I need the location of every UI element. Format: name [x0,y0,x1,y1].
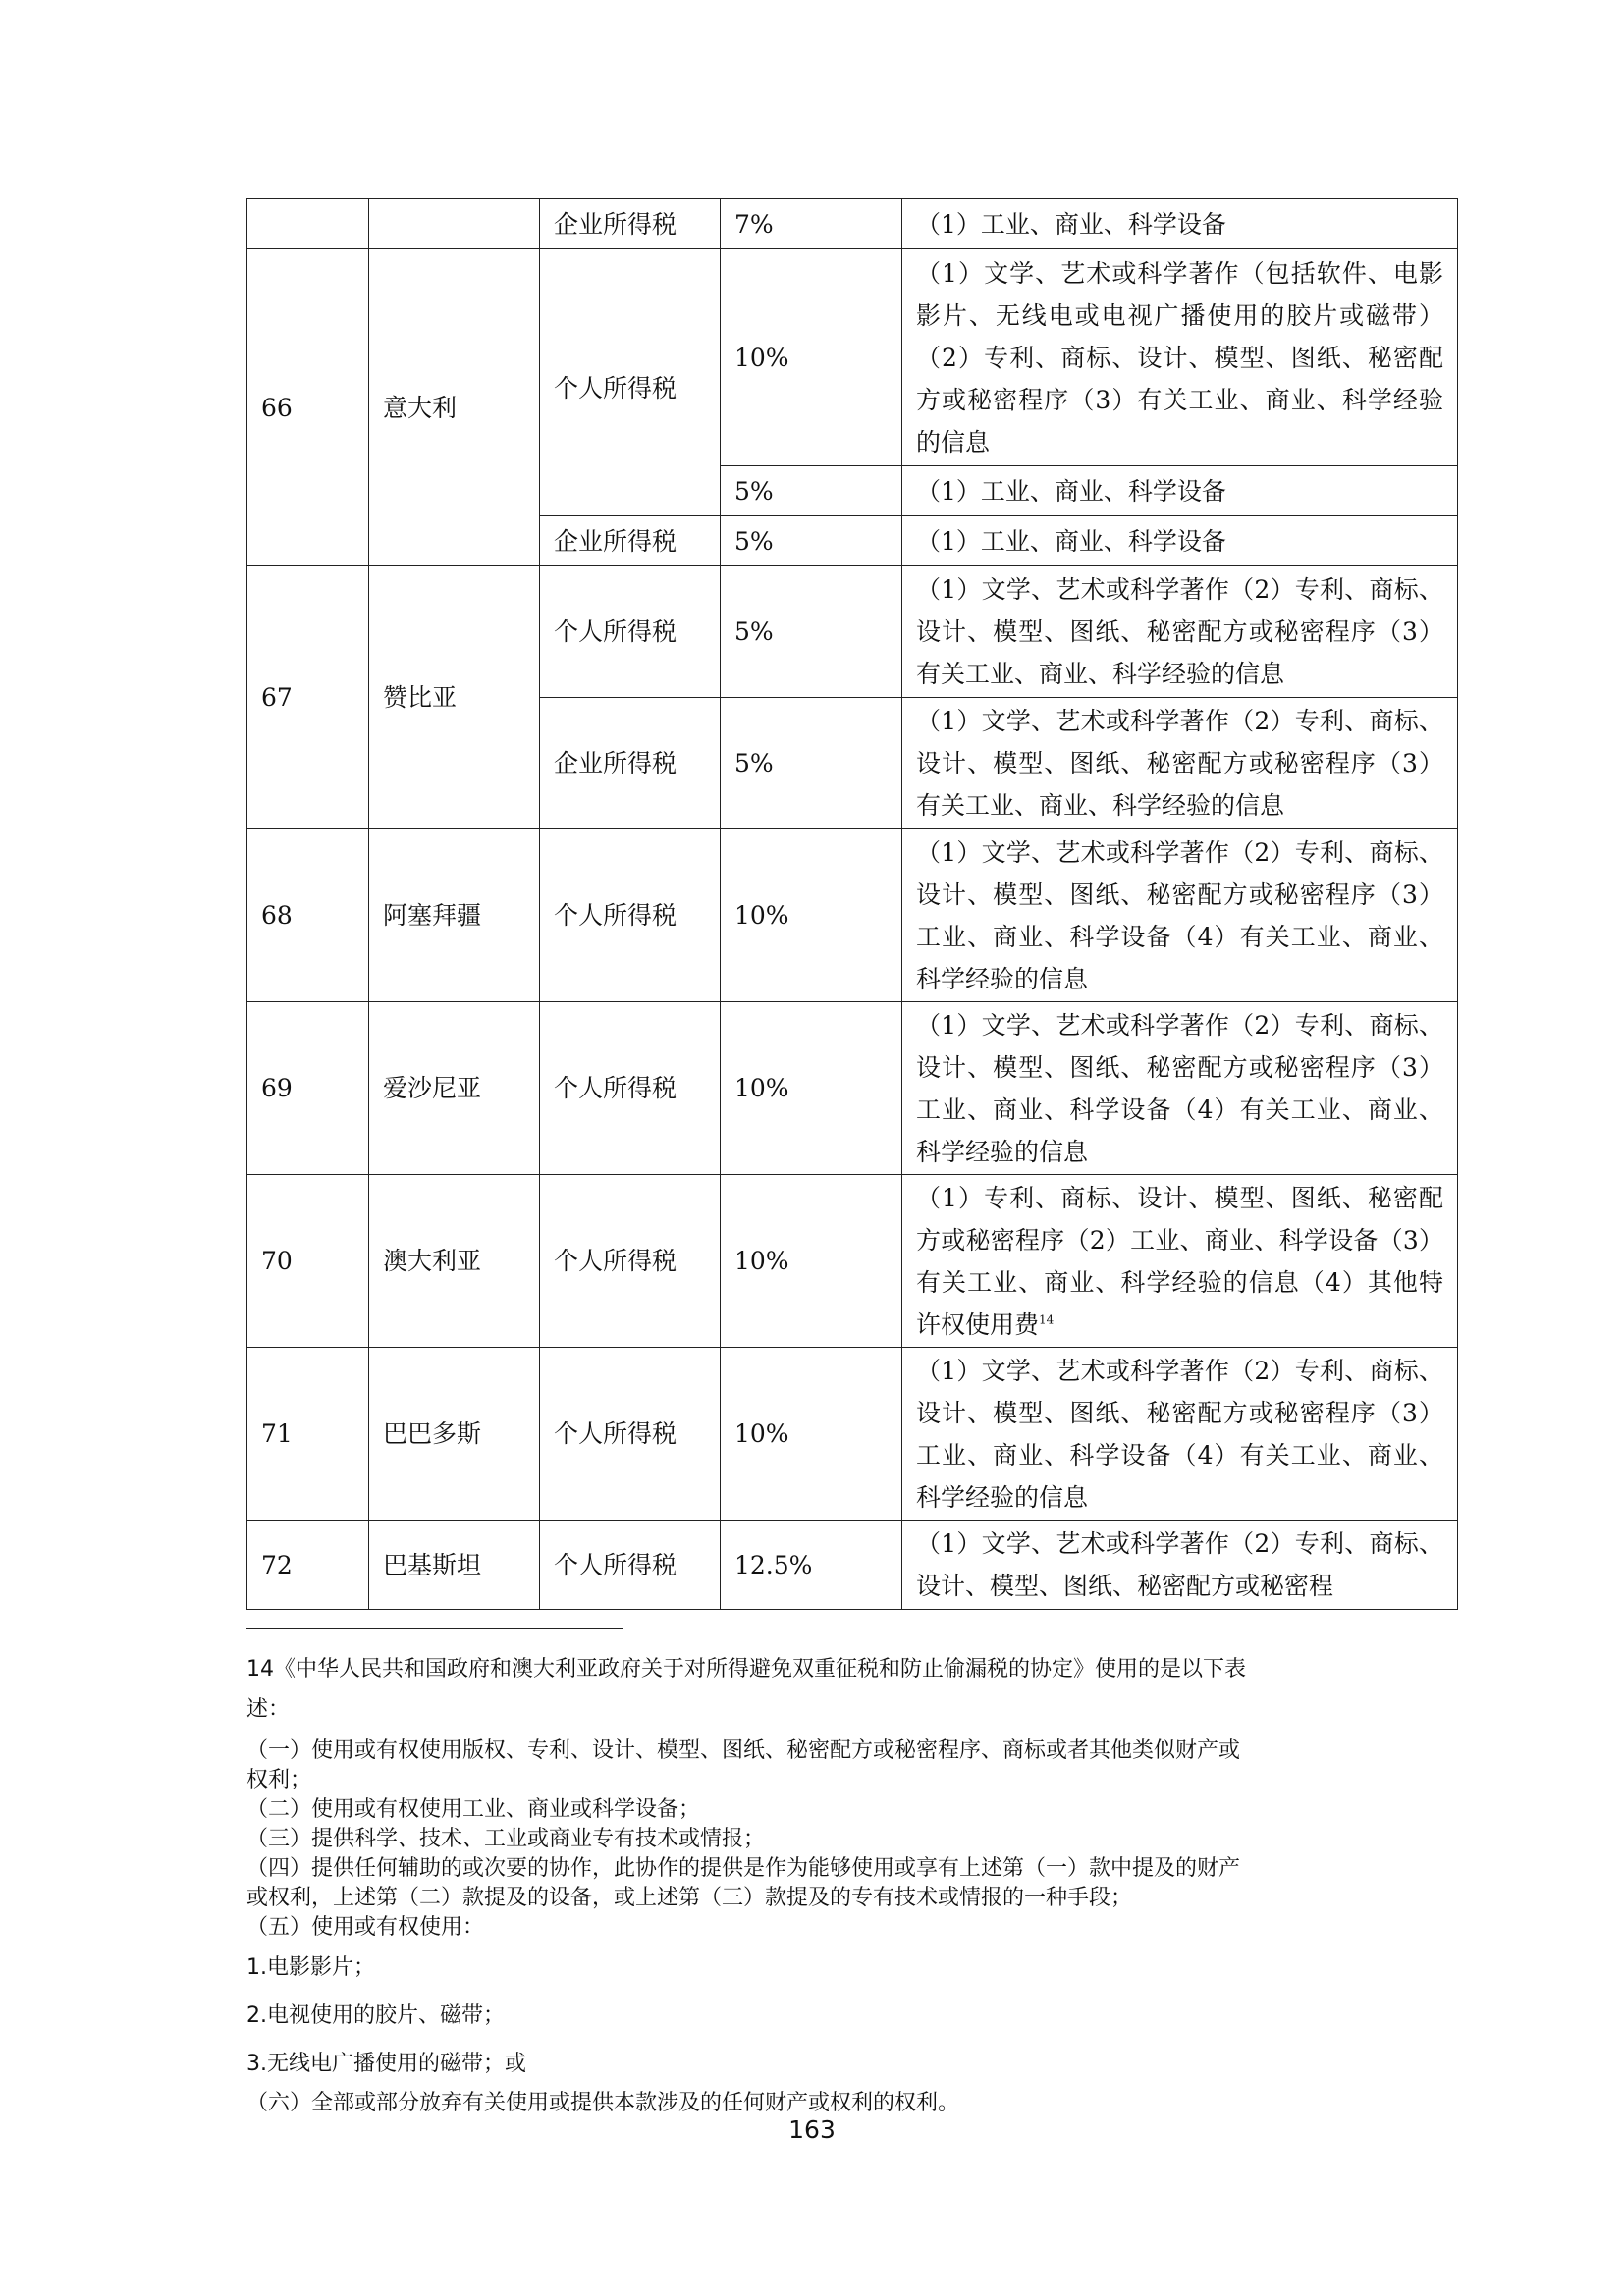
country-name: 意大利 [369,249,540,566]
tax-rate: 5% [721,566,902,698]
royalty-scope [902,1002,1458,1175]
footnote-marker: 14 [246,1657,274,1682]
footnote-reference[interactable]: 14 [1039,1312,1055,1327]
table-row [247,566,1458,698]
footnote-line: （二）使用或有权使用工业、商业或科学设备； [246,1797,701,1822]
footnote-line: （六）全部或部分放弃有关使用或提供本款涉及的任何财产或权利的权利。 [246,2091,960,2115]
country-name: 澳大利亚 [369,1175,540,1348]
row-number: 67 [247,566,369,829]
row-number [247,199,369,249]
country-name: 巴基斯坦 [369,1521,540,1610]
tax-rate: 5% [721,466,902,516]
royalty-scope [902,566,1458,698]
royalty-scope-text: （1）文学、艺术或科学著作（2）专利、商标、设计、模型、图纸、秘密配方或秘密程序（3）有关工业、商业、科学经验的信息 [916,707,1443,820]
country-name: 阿塞拜疆 [369,829,540,1002]
royalty-scope [902,516,1458,566]
tax-type: 企业所得税 [540,199,721,249]
footnote-line: （一）使用或有权使用版权、专利、设计、模型、图纸、秘密配方或秘密程序、商标或者其他类似财产或 [246,1738,1241,1763]
row-number: 68 [247,829,369,1002]
tax-rate: 5% [721,516,902,566]
table-row [247,829,1458,1002]
tax-type: 个人所得税 [540,1002,721,1175]
royalty-scope-text: （1）文学、艺术或科学著作（2）专利、商标、设计、模型、图纸、秘密配方或秘密程序（3）工业、商业、科学设备（4）有关工业、商业、科学经验的信息 [916,1356,1443,1512]
tax-type: 企业所得税 [540,698,721,829]
royalty-scope-text: （1）文学、艺术或科学著作（2）专利、商标、设计、模型、图纸、秘密配方或秘密程序（3）工业、商业、科学设备（4）有关工业、商业、科学经验的信息 [916,1010,1443,1166]
tax-rate: 10% [721,1002,902,1175]
royalty-scope [902,1521,1458,1610]
table-row [247,1521,1458,1610]
footnote [246,1651,1405,2118]
table-row [247,1348,1458,1521]
footnote-line: 3.无线电广播使用的磁带；或 [246,2052,526,2076]
royalty-scope-text: （1）工业、商业、科学设备 [916,209,1226,239]
table-row [247,199,1458,249]
row-number: 66 [247,249,369,566]
tax-rate: 10% [721,1175,902,1348]
row-number: 71 [247,1348,369,1521]
tax-rate: 7% [721,199,902,249]
country-name: 赞比亚 [369,566,540,829]
tax-rate: 10% [721,1348,902,1521]
footnote-line: 或权利，上述第（二）款提及的设备，或上述第（三）款提及的专有技术或情报的一种手段； [246,1886,1133,1910]
footnote-line: 述： [246,1697,291,1722]
page-number: 163 [788,2115,836,2144]
royalty-scope-text: （1）工业、商业、科学设备 [916,476,1226,506]
royalty-scope [902,466,1458,516]
footnote-line [246,1651,1405,1688]
royalty-scope-text: （1）文学、艺术或科学著作（2）专利、商标、设计、模型、图纸、秘密配方或秘密程 [916,1529,1443,1600]
tax-rate: 5% [721,698,902,829]
royalty-scope-text: （1）文学、艺术或科学著作（2）专利、商标、设计、模型、图纸、秘密配方或秘密程序（3）工业、商业、科学设备（4）有关工业、商业、科学经验的信息 [916,837,1443,993]
royalty-scope [902,698,1458,829]
tax-type: 个人所得税 [540,1175,721,1348]
footnote-line: （五）使用或有权使用： [246,1915,485,1940]
royalty-tax-table [246,198,1458,1610]
royalty-scope [902,1348,1458,1521]
tax-rate: 12.5% [721,1521,902,1610]
royalty-scope-text: （1）文学、艺术或科学著作（包括软件、电影影片、无线电或电视广播使用的胶片或磁带）（2）专利、商标、设计、模型、图纸、秘密配方或秘密程序（3）有关工业、商业、科学经验的信息 [916,258,1443,456]
table-row [247,249,1458,466]
royalty-scope [902,199,1458,249]
royalty-scope-text: （1）文学、艺术或科学著作（2）专利、商标、设计、模型、图纸、秘密配方或秘密程序（3）有关工业、商业、科学经验的信息 [916,575,1443,688]
footnote-separator [246,1628,623,1629]
footnote-line: （三）提供科学、技术、工业或商业专有技术或情报； [246,1827,766,1851]
royalty-scope-text [916,1177,1443,1346]
royalty-scope [902,249,1458,466]
footnote-text: 《中华人民共和国政府和澳大利亚政府关于对所得避免双重征税和防止偷漏税的协定》使用的是以下表 [274,1657,1247,1682]
tax-type: 个人所得税 [540,566,721,698]
tax-type: 企业所得税 [540,516,721,566]
royalty-scope [902,829,1458,1002]
table-row [247,1002,1458,1175]
row-number: 70 [247,1175,369,1348]
footnote-line: 1.电影影片； [246,1955,375,1980]
royalty-scope [902,1175,1458,1348]
row-number: 72 [247,1521,369,1610]
tax-type: 个人所得税 [540,249,721,516]
tax-rate: 10% [721,249,902,466]
tax-rate: 10% [721,829,902,1002]
footnote-line: （四）提供任何辅助的或次要的协作，此协作的提供是作为能够使用或享有上述第（一）款中提及的财产 [246,1856,1241,1881]
country-name: 爱沙尼亚 [369,1002,540,1175]
country-name: 巴巴多斯 [369,1348,540,1521]
row-number: 69 [247,1002,369,1175]
footnote-line: 2.电视使用的胶片、磁带； [246,2003,505,2028]
tax-type: 个人所得税 [540,829,721,1002]
tax-type: 个人所得税 [540,1348,721,1521]
table-row [247,1175,1458,1348]
country-name [369,199,540,249]
tax-type: 个人所得税 [540,1521,721,1610]
footnote-line: 权利； [246,1768,312,1792]
royalty-scope-content: （1）专利、商标、设计、模型、图纸、秘密配方或秘密程序（2）工业、商业、科学设备（3）有关工业、商业、科学经验的信息（4）其他特许权使用费 [916,1183,1443,1339]
royalty-scope-text: （1）工业、商业、科学设备 [916,526,1226,556]
